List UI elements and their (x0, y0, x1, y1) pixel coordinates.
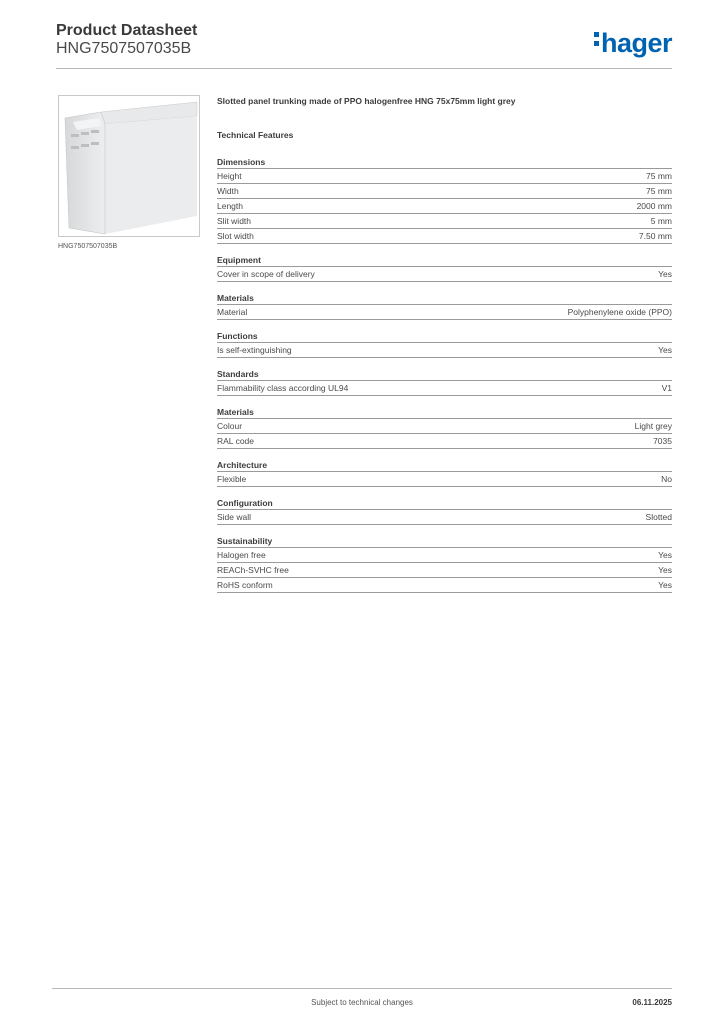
footer-date: 06.11.2025 (632, 998, 672, 1007)
section-title: Architecture (217, 459, 672, 472)
feature-label: Flammability class according UL94 (217, 383, 349, 393)
feature-label: Height (217, 171, 242, 181)
feature-label: Slot width (217, 231, 254, 241)
feature-sections (217, 156, 672, 593)
logo-colon-icon (594, 28, 599, 50)
feature-row (217, 563, 672, 578)
section-title: Functions (217, 330, 672, 343)
feature-section (217, 368, 672, 396)
feature-label: Slit width (217, 216, 252, 226)
page-header (56, 22, 672, 70)
feature-label: Side wall (217, 512, 252, 522)
feature-row (217, 419, 672, 434)
feature-row (217, 214, 672, 229)
feature-row (217, 169, 672, 184)
section-title: Dimensions (217, 156, 672, 169)
feature-section (217, 497, 672, 525)
technical-features-heading: Technical Features (217, 130, 294, 140)
feature-label: Halogen free (217, 550, 266, 560)
feature-value: Yes (658, 565, 672, 575)
feature-label: Is self-extinguishing (217, 345, 292, 355)
feature-value: 75 mm (646, 186, 672, 196)
section-title: Materials (217, 406, 672, 419)
feature-section (217, 292, 672, 320)
trunking-image-icon (59, 96, 199, 236)
feature-label: RoHS conform (217, 580, 273, 590)
feature-value: No (661, 474, 672, 484)
feature-row (217, 381, 672, 396)
feature-row (217, 184, 672, 199)
feature-label: Cover in scope of delivery (217, 269, 315, 279)
feature-row (217, 305, 672, 320)
image-caption: HNG7507507035B (58, 243, 118, 250)
feature-row (217, 434, 672, 449)
feature-section (217, 535, 672, 593)
product-details (217, 96, 672, 593)
feature-row (217, 199, 672, 214)
section-title: Equipment (217, 254, 672, 267)
feature-value: Yes (658, 550, 672, 560)
feature-section (217, 156, 672, 244)
logo-text: hager (600, 28, 672, 58)
feature-section (217, 330, 672, 358)
product-image (58, 95, 200, 237)
feature-label: Flexible (217, 474, 247, 484)
feature-value: Polyphenylene oxide (PPO) (567, 307, 672, 317)
feature-section (217, 254, 672, 282)
feature-label: RAL code (217, 436, 255, 446)
feature-value: 7.50 mm (638, 231, 672, 241)
product-code: HNG7507507035B (56, 40, 192, 57)
feature-label: Length (217, 201, 243, 211)
feature-value: Yes (658, 345, 672, 355)
feature-row (217, 343, 672, 358)
feature-value: 75 mm (646, 171, 672, 181)
section-title: Materials (217, 292, 672, 305)
hager-logo (594, 28, 672, 59)
feature-value: Yes (658, 269, 672, 279)
feature-label: Colour (217, 421, 243, 431)
feature-section (217, 459, 672, 487)
feature-row (217, 510, 672, 525)
feature-label: REACh-SVHC free (217, 565, 289, 575)
feature-value: 5 mm (650, 216, 672, 226)
footer-divider (52, 988, 672, 989)
feature-value: 7035 (653, 436, 672, 446)
feature-value: Slotted (645, 512, 672, 522)
page-title: Product Datasheet (56, 22, 198, 39)
feature-value: V1 (661, 383, 672, 393)
feature-row (217, 267, 672, 282)
section-title: Standards (217, 368, 672, 381)
feature-label: Width (217, 186, 239, 196)
feature-value: Light grey (634, 421, 672, 431)
feature-section (217, 406, 672, 449)
feature-value: Yes (658, 580, 672, 590)
footer-note: Subject to technical changes (311, 998, 413, 1007)
feature-label: Material (217, 307, 248, 317)
feature-row (217, 578, 672, 593)
section-title: Configuration (217, 497, 672, 510)
feature-row (217, 472, 672, 487)
feature-row (217, 229, 672, 244)
feature-value: 2000 mm (636, 201, 672, 211)
section-title: Sustainability (217, 535, 672, 548)
header-divider (56, 68, 672, 69)
product-description: Slotted panel trunking made of PPO halogenfree HNG 75x75mm light grey (217, 96, 516, 106)
feature-row (217, 548, 672, 563)
